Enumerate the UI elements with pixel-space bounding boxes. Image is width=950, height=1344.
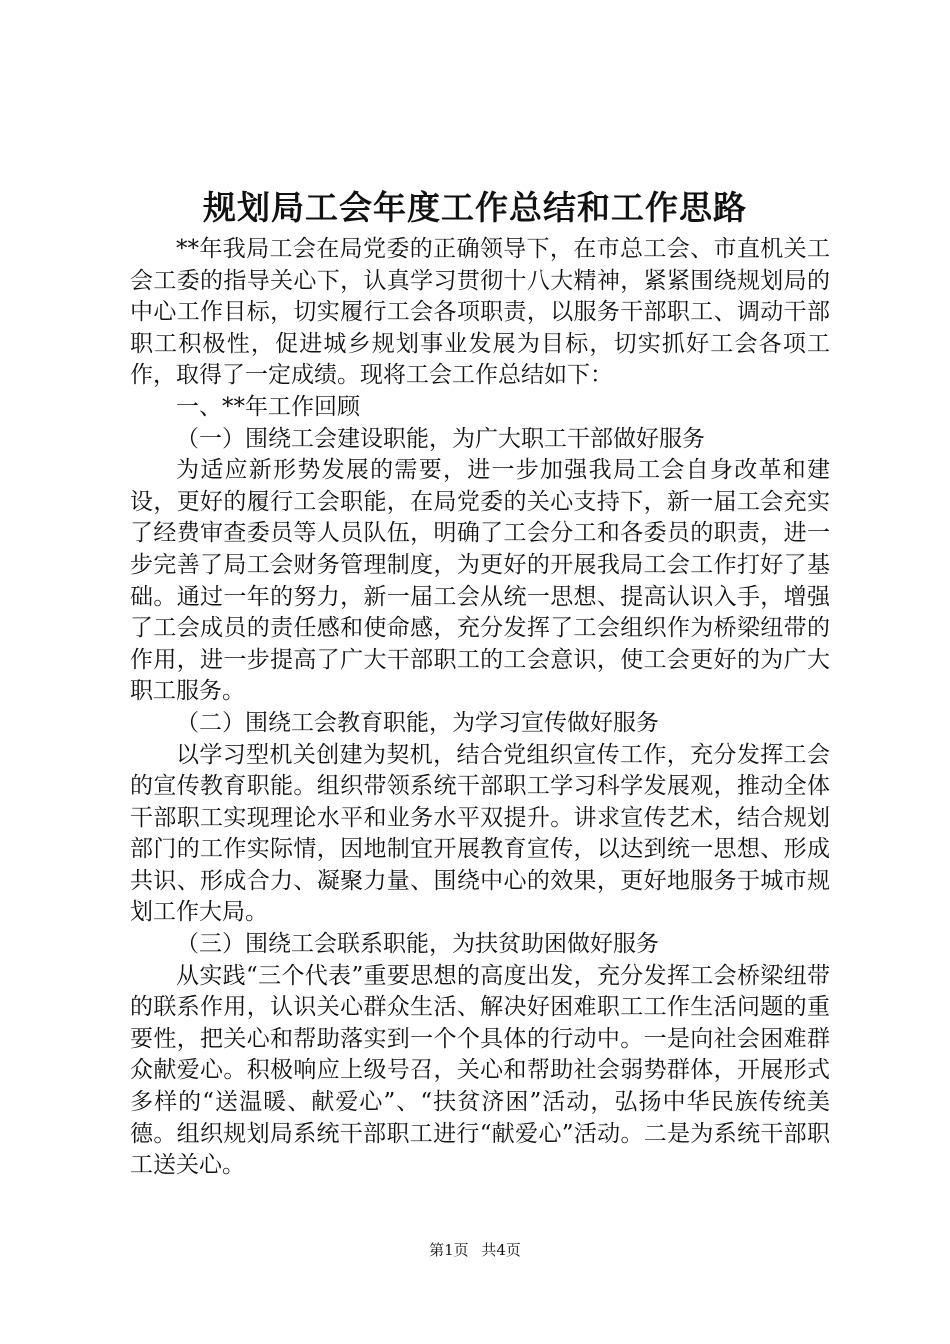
paragraph-2: 以学习型机关创建为契机，结合党组织宣传工作，充分发挥工会的宣传教育职能。组织带领系统干部职工学习科学发展观，推动全体干部职工实现理论水平和业务水平双提升。讲求宣传艺术，结合规划部门的工作实际情，因地制宜开展教育宣传，以达到统一思想、形成共识、形成合力、凝聚力量、围绕中心的效果，更好地服务于城市规划工作大局。 — [130, 741, 830, 926]
page-total: 共4页 — [481, 1241, 521, 1259]
section-heading: 一、**年工作回顾 — [176, 393, 360, 420]
paragraph-1: 为适应新形势发展的需要，进一步加强我局工会自身改革和建设，更好的履行工会职能，在局党委的关心支持下，新一届工会充实了经费审查委员等人员队伍，明确了工会分工和各委员的职责，进一步完善了局工会财务管理制度，为更好的开展我局工会工作打好了基础。通过一年的努力，新一届工会从统一思想、提高认识入手，增强了工会成员的责任感和使命感，充分发挥了工会组织作为桥梁纽带的作用，进一步提高了广大干部职工的工会意识，使工会更好的为广大职工服务。 — [130, 457, 830, 705]
subsection-heading-3: （三）围绕工会联系职能，为扶贫助困做好服务 — [176, 931, 659, 958]
document-body — [130, 234, 830, 1182]
page-footer — [0, 1240, 950, 1260]
paragraph-3: 从实践“三个代表”重要思想的高度出发，充分发挥工会桥梁纽带的联系作用，认识关心群众生活、解决好困难职工工作生活问题的重要性，把关心和帮助落实到一个个具体的行动中。一是向社会困难群众献爱心。积极响应上级号召，关心和帮助社会弱势群体，开展形式多样的“送温暖、献爱心”、“扶贫济困”活动，弘扬中华民族传统美德。组织规划局系统干部职工进行“献爱心”活动。二是为系统干部职工送关心。 — [130, 962, 830, 1179]
paragraph-intro: **年我局工会在局党委的正确领导下，在市总工会、市直机关工会工委的指导关心下，认真学习贯彻十八大精神，紧紧围绕规划局的中心工作目标，切实履行工会各项职责，以服务干部职工、调动干部职工积极性，促进城乡规划事业发展为目标，切实抓好工会各项工作，取得了一定成绩。现将工会工作总结如下： — [130, 236, 830, 389]
subsection-heading-1: （一）围绕工会建设职能，为广大职工干部做好服务 — [176, 425, 705, 452]
page-number: 第1页 — [429, 1241, 469, 1259]
subsection-heading-2: （二）围绕工会教育职能，为学习宣传做好服务 — [176, 709, 659, 736]
document-title: 规划局工会年度工作总结和工作思路 — [203, 188, 747, 227]
